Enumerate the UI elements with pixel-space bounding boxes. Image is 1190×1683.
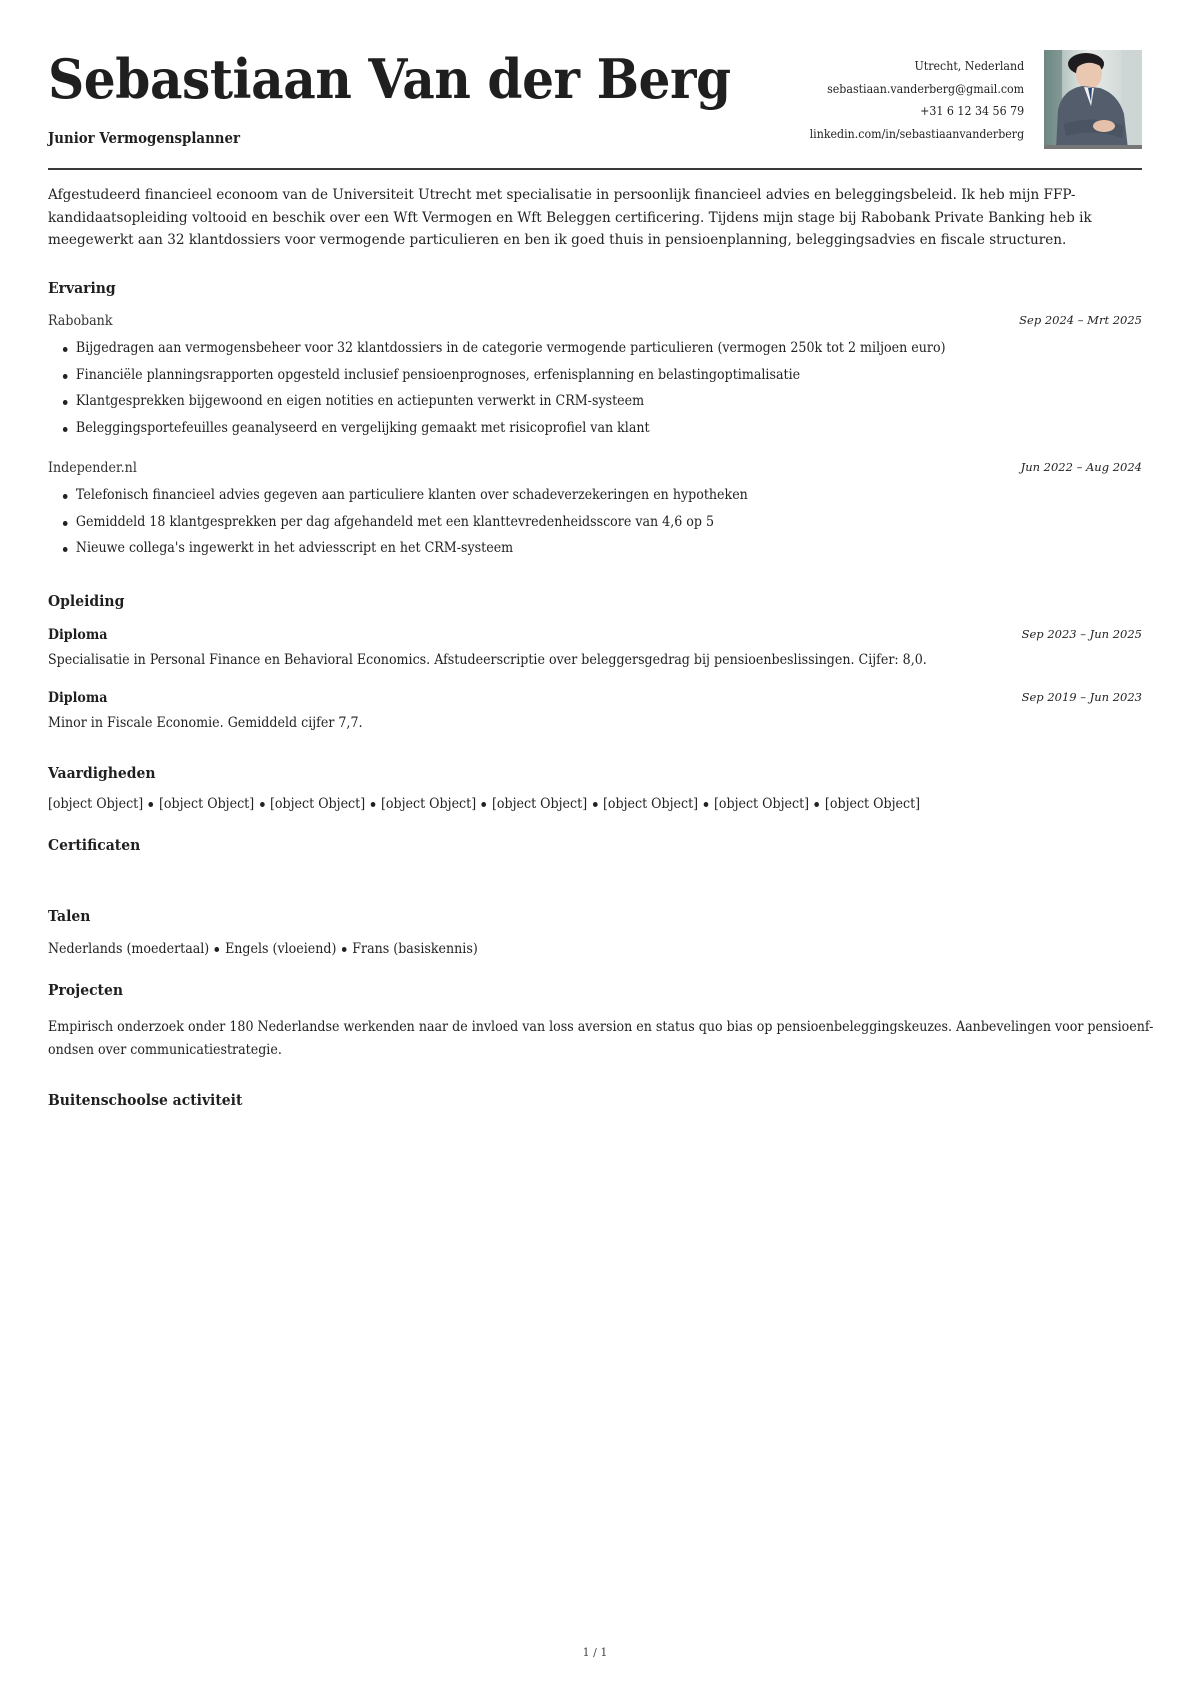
section-title-extracurricular: Buitenschoolse activiteit <box>48 1091 243 1109</box>
contact-block <box>791 55 1024 145</box>
project-description-line: ondsen over communicatiestrategie. <box>48 1041 282 1058</box>
bullet-separator-icon <box>371 802 376 807</box>
project-description <box>48 1016 1154 1061</box>
project-description-line: Empirisch onderzoek onder 180 Nederlandse werkenden naar de invloed van loss aversion en status quo bias op pensioenbeleggingskeuzes. Aanbevelingen voor pensioenf- <box>48 1019 1154 1035</box>
skill-item: [object Object] <box>824 796 921 812</box>
list-item: Klantgesprekken bijgewoond en eigen notities en actiepunten verwerkt in CRM-systeem <box>48 388 1065 415</box>
bullet-separator-icon <box>593 802 598 807</box>
skill-item: [object Object] <box>491 796 588 812</box>
list-item: Telefonisch financieel advies gegeven aan particuliere klanten over schadeverzekeringen en hypotheken <box>48 482 1065 509</box>
skill-item: [object Object] <box>269 796 366 812</box>
languages-list <box>48 941 1065 957</box>
person-photo-icon <box>1044 50 1142 149</box>
candidate-name: Sebastiaan Van der Berg <box>48 47 731 111</box>
experience-dates: Sep 2024 – Mrt 2025 <box>1019 313 1142 327</box>
list-item: Financiële planningsrapporten opgesteld inclusief pensioenprognoses, erfenisplanning en belastingoptimalisatie <box>48 362 1065 389</box>
education-description: Minor in Fiscale Economie. Gemiddeld cijfer 7,7. <box>48 715 363 731</box>
language-item: Frans (basiskennis) <box>352 941 478 957</box>
list-item: Beleggingsportefeuilles geanalyseerd en vergelijking gemaakt met risicoprofiel van klant <box>48 415 1065 442</box>
education-degree: Diploma <box>48 627 108 643</box>
education-description: Specialisatie in Personal Finance en Behavioral Economics. Afstudeerscriptie over beleggersgedrag bij pensioenbeslissingen. Cijfer: 8,0. <box>48 652 927 668</box>
experience-organization: Rabobank <box>48 313 113 329</box>
bullet-separator-icon <box>342 947 347 952</box>
list-item: Nieuwe collega's ingewerkt in het adviesscript en het CRM-systeem <box>48 535 1065 562</box>
education-dates: Sep 2019 – Jun 2023 <box>1021 690 1142 704</box>
section-title-projects: Projecten <box>48 981 124 999</box>
resume-page <box>48 0 1154 1109</box>
section-title-skills: Vaardigheden <box>48 764 156 782</box>
language-item: Engels (vloeiend) <box>225 941 337 957</box>
contact-email[interactable]: sebastiaan.vanderberg@gmail.com <box>826 81 1024 96</box>
skills-list <box>48 796 1065 812</box>
skill-item: [object Object] <box>380 796 477 812</box>
experience-bullet-list <box>48 482 1065 562</box>
bullet-separator-icon <box>260 802 265 807</box>
page-indicator: 1 / 1 <box>582 1646 608 1659</box>
bullet-separator-icon <box>815 802 820 807</box>
section-title-experience: Ervaring <box>48 279 116 297</box>
education-dates: Sep 2023 – Jun 2025 <box>1021 627 1142 641</box>
skill-item: [object Object] <box>602 796 699 812</box>
skill-item: [object Object] <box>713 796 810 812</box>
skill-item: [object Object] <box>158 796 255 812</box>
resume-header <box>48 0 1142 170</box>
experience-organization: Independer.nl <box>48 460 137 476</box>
profile-summary: Afgestudeerd financieel econoom van de Universiteit Utrecht met specialisatie in persoonlijk financieel advies en beleggingsbeleid. Ik heb mijn FFP-kandidaatsopleiding voltooid en beschik over een Wft Vermogen en Wft Beleggen certificering. Tijdens mijn stage bij Rabobank Private Banking heb ik meegewerkt aan 32 klantdossiers voor vermogende particulieren en ben ik goed thuis in pensioenplanning, beleggingsadvies en fiscale structuren. <box>48 187 1092 248</box>
contact-linkedin[interactable]: linkedin.com/in/sebastiaanvanderberg <box>809 126 1024 141</box>
experience-bullet-list <box>48 335 1065 441</box>
skill-item: [object Object] <box>48 796 144 812</box>
education-degree: Diploma <box>48 690 108 706</box>
contact-location: Utrecht, Nederland <box>914 59 1024 73</box>
contact-phone: +31 6 12 34 56 79 <box>919 104 1024 118</box>
bullet-separator-icon <box>482 802 487 807</box>
section-title-education: Opleiding <box>48 592 125 610</box>
job-title: Junior Vermogensplanner <box>48 130 240 147</box>
language-item: Nederlands (moedertaal) <box>48 941 210 957</box>
experience-dates: Jun 2022 – Aug 2024 <box>1020 460 1142 474</box>
header-divider <box>48 168 1142 170</box>
list-item: Bijgedragen aan vermogensbeheer voor 32 klantdossiers in de categorie vermogende particulieren (vermogen 250k tot 2 miljoen euro) <box>48 335 1065 362</box>
profile-photo <box>1044 50 1142 149</box>
bullet-separator-icon <box>704 802 709 807</box>
bullet-separator-icon <box>149 802 154 807</box>
section-title-certificates: Certificaten <box>48 836 141 854</box>
bullet-separator-icon <box>215 947 220 952</box>
list-item: Gemiddeld 18 klantgesprekken per dag afgehandeld met een klanttevredenheidsscore van 4,6 op 5 <box>48 509 1065 536</box>
section-title-languages: Talen <box>48 907 91 925</box>
